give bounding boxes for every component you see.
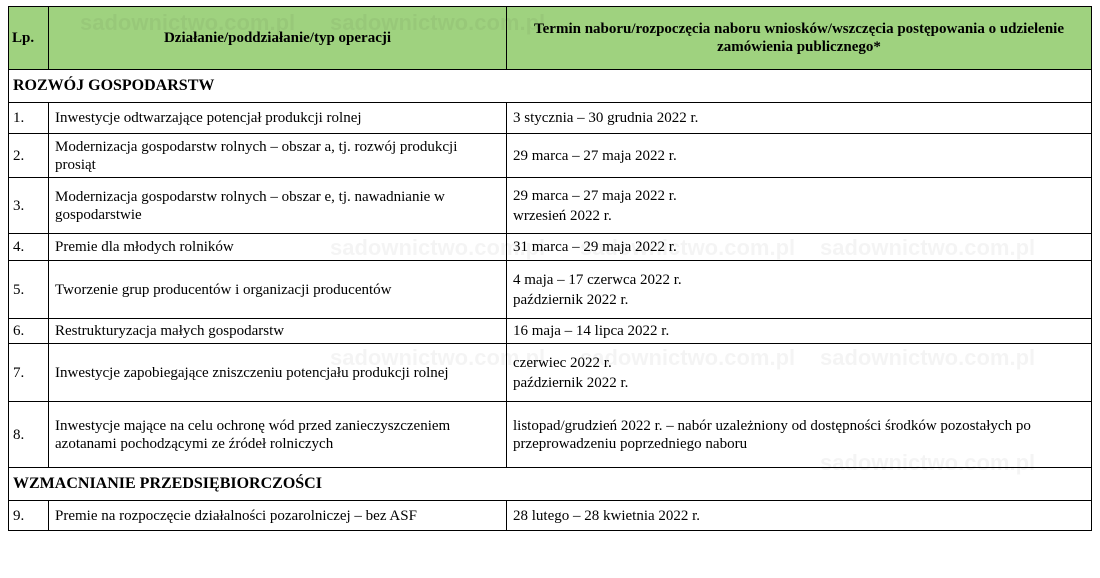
table-row xyxy=(9,319,1092,344)
row-dates xyxy=(507,178,1092,234)
row-action: Restrukturyzacja małych gospodarstw xyxy=(49,319,507,344)
row-action: Inwestycje zapobiegające zniszczeniu potencjału produkcji rolnej xyxy=(49,344,507,402)
row-lp: 4. xyxy=(9,234,49,261)
row-lp: 2. xyxy=(9,134,49,178)
section-row xyxy=(9,70,1092,103)
table-header-row xyxy=(9,7,1092,70)
row-date-line: 29 marca – 27 maja 2022 r. xyxy=(513,187,677,204)
header-lp: Lp. xyxy=(9,7,49,70)
section-row xyxy=(9,468,1092,501)
row-dates: 16 maja – 14 lipca 2022 r. xyxy=(507,319,1092,344)
row-dates xyxy=(507,261,1092,319)
row-date-line: wrzesień 2022 r. xyxy=(513,207,612,224)
row-dates: 29 marca – 27 maja 2022 r. xyxy=(507,134,1092,178)
row-date-line: czerwiec 2022 r. xyxy=(513,354,612,371)
row-action: Inwestycje odtwarzające potencjał produkcji rolnej xyxy=(49,103,507,134)
table-row xyxy=(9,402,1092,468)
table-row xyxy=(9,178,1092,234)
row-lp: 3. xyxy=(9,178,49,234)
table-row xyxy=(9,501,1092,531)
row-action: Modernizacja gospodarstw rolnych – obszar e, tj. nawadnianie w gospodarstwie xyxy=(49,178,507,234)
table-row xyxy=(9,103,1092,134)
row-lp: 6. xyxy=(9,319,49,344)
row-date-line: październik 2022 r. xyxy=(513,291,629,308)
row-date-line: 4 maja – 17 czerwca 2022 r. xyxy=(513,271,682,288)
table-row xyxy=(9,134,1092,178)
header-deadline: Termin naboru/rozpoczęcia naboru wniosków/wszczęcia postępowania o udzielenie zamówienia publicznego* xyxy=(507,7,1092,70)
header-action: Działanie/poddziałanie/typ operacji xyxy=(49,7,507,70)
table-row xyxy=(9,234,1092,261)
section-title: WZMACNIANIE PRZEDSIĘBIORCZOŚCI xyxy=(9,468,1092,501)
row-dates xyxy=(507,344,1092,402)
row-action: Inwestycje mające na celu ochronę wód przed zanieczyszczeniem azotanami pochodzącymi ze źródeł rolniczych xyxy=(49,402,507,468)
row-dates: 3 stycznia – 30 grudnia 2022 r. xyxy=(507,103,1092,134)
section-title: ROZWÓJ GOSPODARSTW xyxy=(9,70,1092,103)
row-date-line: październik 2022 r. xyxy=(513,374,629,391)
row-lp: 8. xyxy=(9,402,49,468)
row-lp: 5. xyxy=(9,261,49,319)
row-lp: 9. xyxy=(9,501,49,531)
table-row xyxy=(9,261,1092,319)
row-action: Modernizacja gospodarstw rolnych – obszar a, tj. rozwój produkcji prosiąt xyxy=(49,134,507,178)
row-dates: 31 marca – 29 maja 2022 r. xyxy=(507,234,1092,261)
row-lp: 1. xyxy=(9,103,49,134)
row-dates: 28 lutego – 28 kwietnia 2022 r. xyxy=(507,501,1092,531)
row-action: Premie na rozpoczęcie działalności pozarolniczej – bez ASF xyxy=(49,501,507,531)
row-lp: 7. xyxy=(9,344,49,402)
recruitment-schedule-table xyxy=(8,6,1092,531)
row-action: Premie dla młodych rolników xyxy=(49,234,507,261)
row-dates: listopad/grudzień 2022 r. – nabór uzależniony od dostępności środków pozostałych po przeprowadzeniu poprzedniego naboru xyxy=(507,402,1092,468)
table-row xyxy=(9,344,1092,402)
row-action: Tworzenie grup producentów i organizacji producentów xyxy=(49,261,507,319)
